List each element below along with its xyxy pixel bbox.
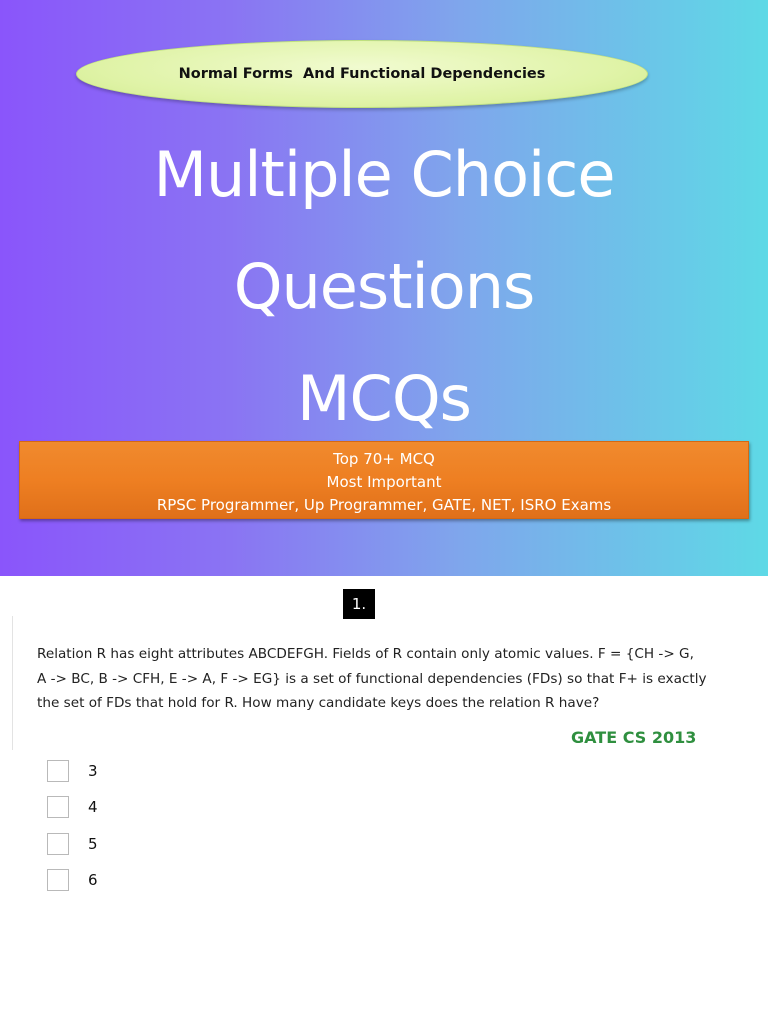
topic-label: Normal Forms And Functional Dependencies — [178, 66, 546, 82]
source-tag: GATE CS 2013 — [571, 728, 697, 747]
option-1[interactable] — [47, 759, 98, 783]
option-4[interactable] — [47, 868, 98, 892]
question-number: 1. — [343, 589, 375, 619]
option-checkbox[interactable] — [47, 833, 69, 855]
question-line-3: the set of FDs that hold for R. How many candidate keys does the relation R have? — [37, 695, 600, 711]
title-line-2: Questions — [233, 250, 535, 323]
divider — [12, 616, 13, 750]
question-line-2: A -> BC, B -> CFH, E -> A, F -> EG} is a set of functional dependencies (FDs) so that F+ is exactly — [37, 670, 707, 687]
topic-banner — [76, 40, 648, 108]
question-text — [37, 642, 757, 716]
option-checkbox[interactable] — [47, 869, 69, 891]
option-checkbox[interactable] — [47, 796, 69, 818]
banner-line-3: RPSC Programmer, Up Programmer, GATE, NET, ISRO Exams — [156, 496, 612, 514]
option-label: 3 — [88, 762, 98, 780]
option-label: 6 — [88, 871, 98, 889]
exam-banner — [19, 441, 749, 519]
title-line-1: Multiple Choice — [153, 138, 615, 211]
question-line-1: Relation R has eight attributes ABCDEFGH. Fields of R contain only atomic values. F = {CH -> G, — [37, 646, 694, 662]
option-label: 4 — [88, 798, 98, 816]
option-2[interactable] — [47, 795, 98, 819]
option-checkbox[interactable] — [47, 760, 69, 782]
option-label: 5 — [88, 835, 98, 853]
banner-line-1: Top 70+ MCQ — [333, 450, 435, 468]
banner-line-2: Most Important — [326, 473, 442, 491]
title-line-3: MCQs — [297, 362, 471, 435]
option-3[interactable] — [47, 832, 98, 856]
